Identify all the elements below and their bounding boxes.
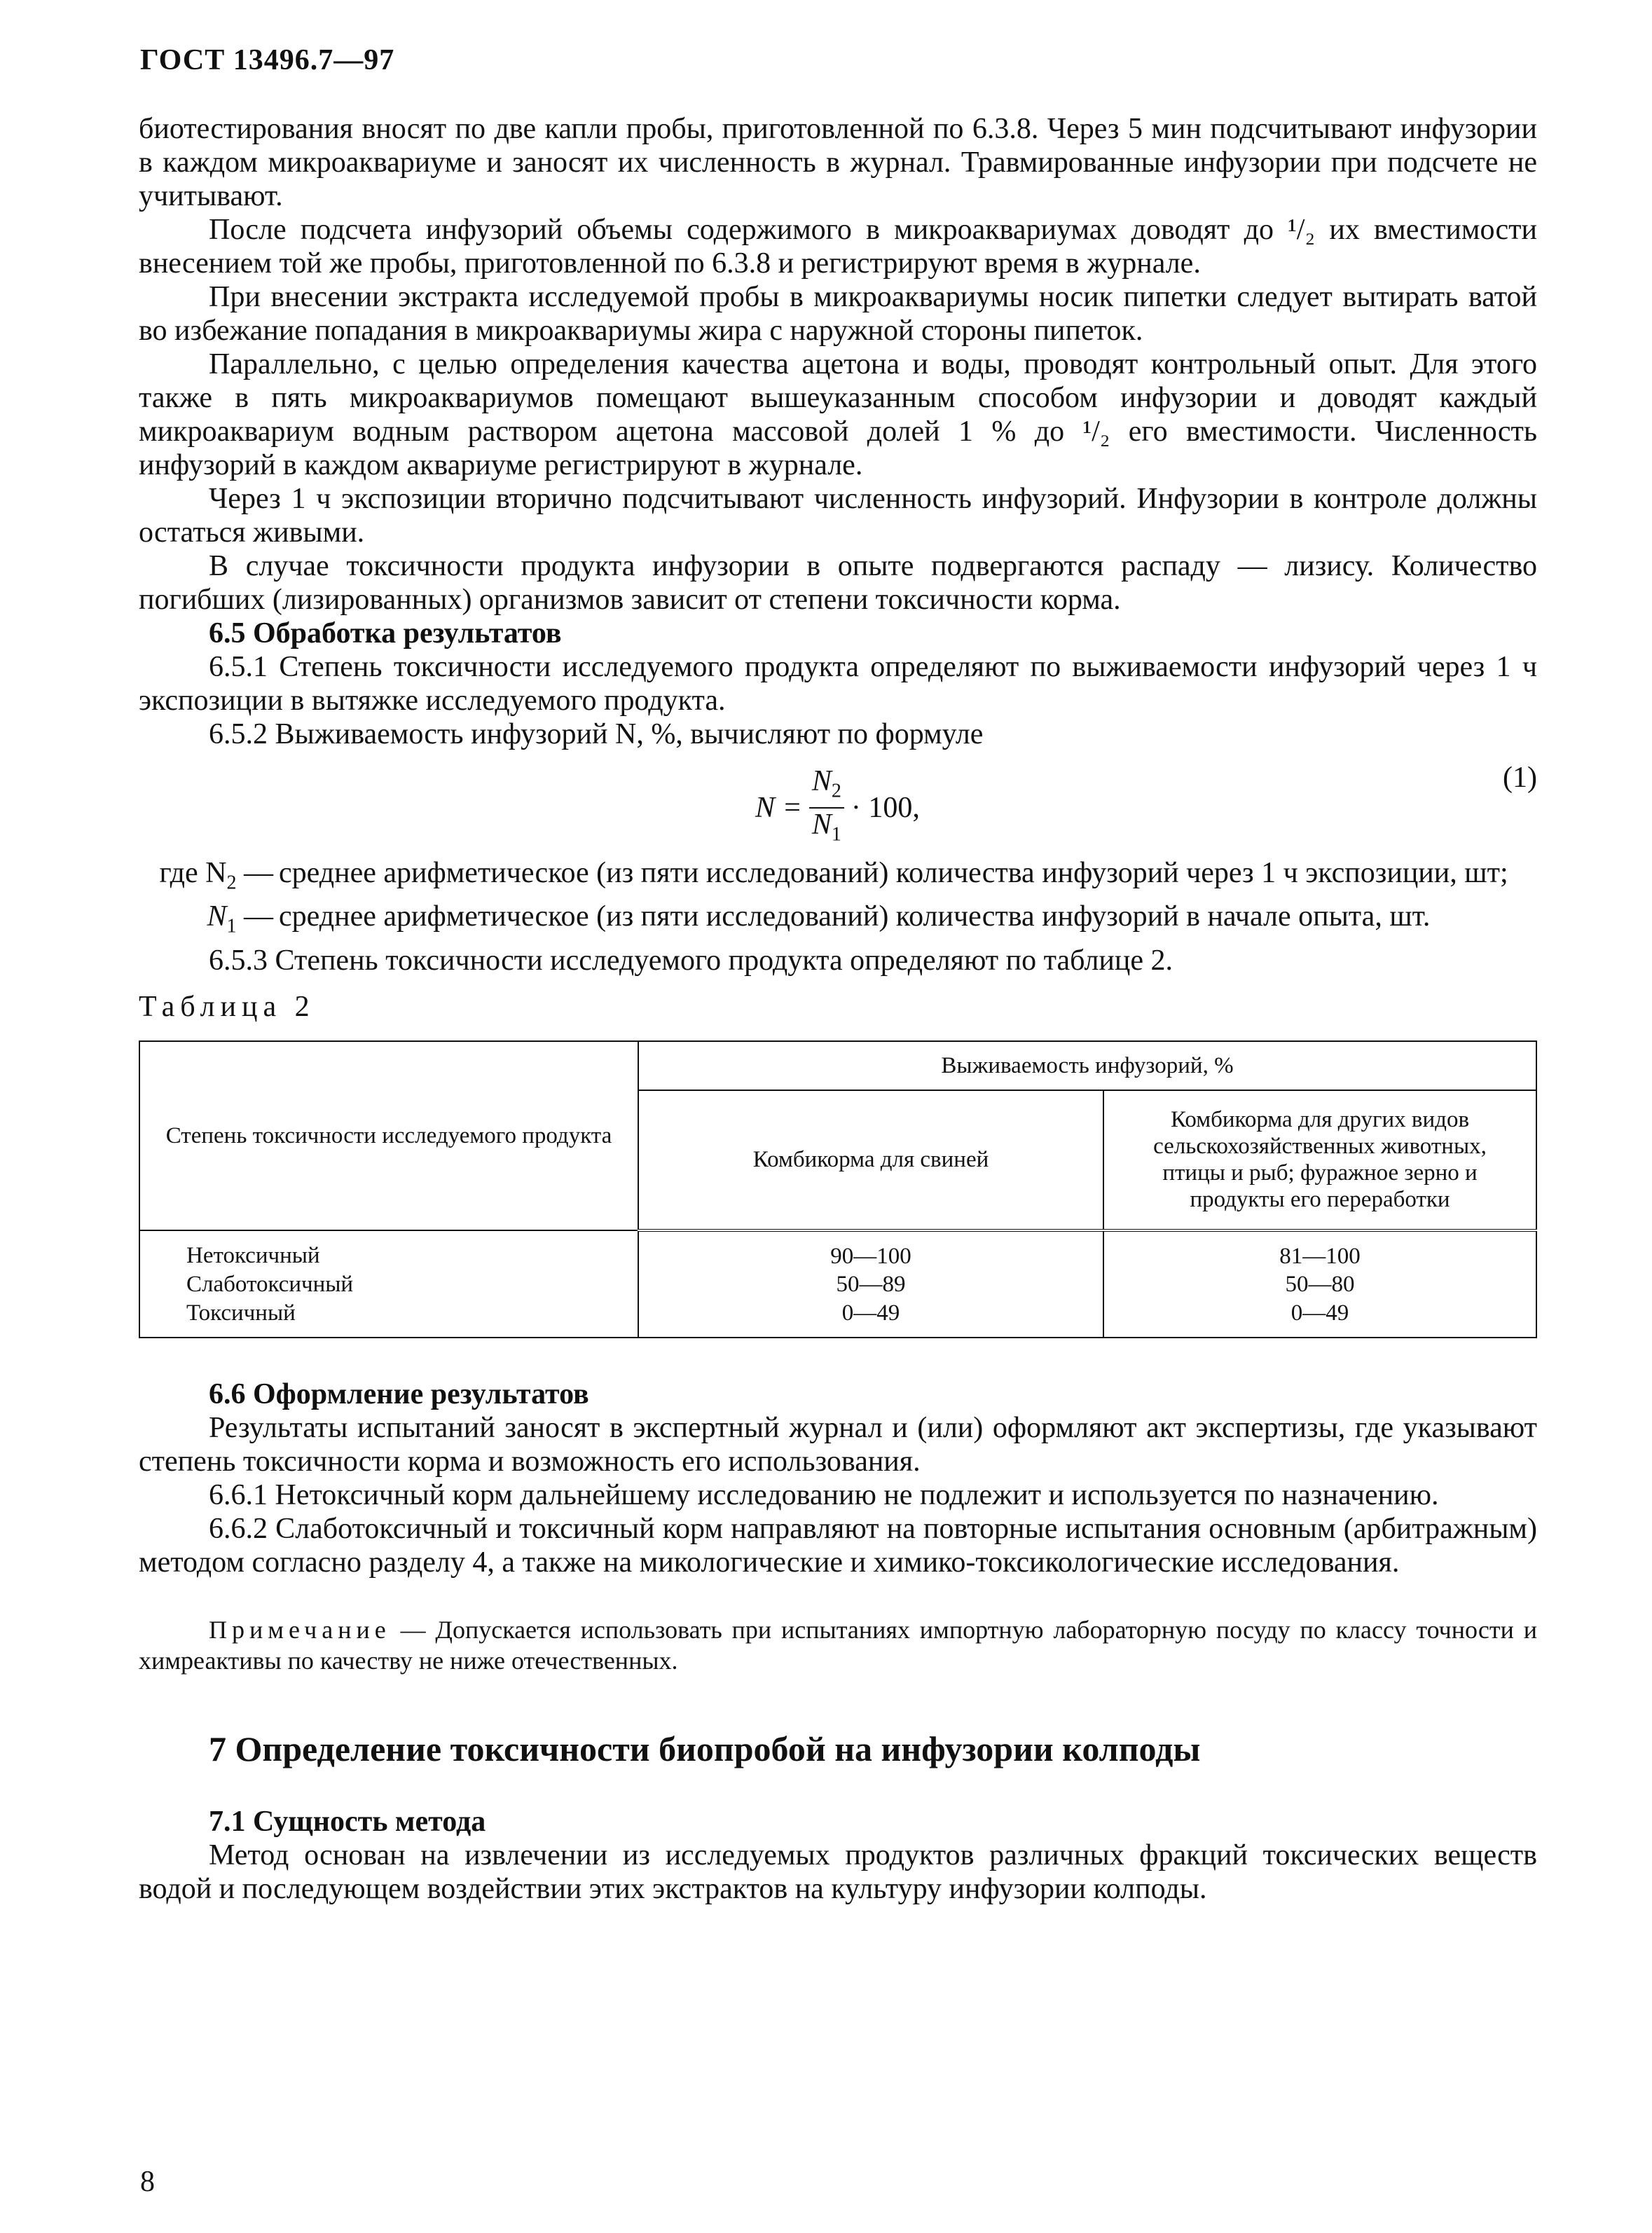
formula-denominator-sub: 1 — [831, 823, 841, 846]
paragraph-6-5-3: 6.5.3 Степень токсичности исследуемого продукта определяют по таблице 2. — [209, 944, 1173, 977]
table-header-degree: Степень токсичности исследуемого продукта — [139, 1041, 638, 1230]
section-heading-6-6: 6.6 Оформление результатов — [209, 1377, 589, 1410]
paragraph-7-1: Метод основан на извлечении из исследуемых продуктов различных фракций токсических веществ водой и последующем воздействии этих экстрактов на культуру инфузории колподы. — [139, 1839, 1537, 1905]
paragraph-6-6-2: 6.6.2 Слаботоксичный и токсичный корм направляют на повторные испытания основным (арбитражным) методом согласно разделу 4, а также на микологические и химико-токсикологические исследования. — [139, 1512, 1537, 1579]
table-caption: Таблица 2 — [139, 990, 315, 1023]
formula-denominator: N — [811, 809, 832, 841]
document-header: ГОСТ 13496.7—97 — [140, 44, 395, 76]
paragraph-6-5-1: 6.5.1 Степень токсичности исследуемого продукта определяют по выживаемости инфузорий через 1 ч экспозиции в вытяжке исследуемого продукта. — [139, 651, 1537, 717]
paragraph: В случае токсичности продукта инфузории в опыте подвергаются распаду — лизису. Количество погибших (лизированных) организмов зависит от степени токсичности корма. — [139, 550, 1537, 616]
formula-lhs: N = — [755, 792, 802, 825]
note-label: Примечание — [209, 1615, 391, 1644]
paragraph: Через 1 ч экспозиции вторично подсчитывают численность инфузорий. Инфузории в контроле должны остаться живыми. — [139, 483, 1537, 549]
page-number: 8 — [140, 2166, 155, 2198]
paragraph: При внесении экстракта исследуемой пробы в микроаквариумы носик пипетки следует вытирать ватой во избежание попадания в микроаквариумы жира с наружной стороны пипеток. — [139, 281, 1537, 347]
paragraph-6-6-1: 6.6.1 Нетоксичный корм дальнейшему исследованию не подлежит и используется по назначению. — [209, 1478, 1439, 1511]
legend-dash: — — [236, 857, 273, 889]
paragraph-6-5-2: 6.5.2 Выживаемость инфузорий N, %, вычисляют по формуле — [209, 718, 984, 750]
legend-text-n1: среднее арифметическое (из пяти исследований) количества инфузорий в начале опыта, шт. — [279, 900, 1431, 933]
paragraph: биотестирования вносят по две капли пробы, приготовленной по 6.3.8. Через 5 мин подсчитывают инфузории в каждом микроаквариуме и заносят их численность в журнал. Травмированные инфузории при подсчете не учитывают. — [139, 113, 1537, 212]
formula-numerator: N — [811, 765, 832, 797]
note-text: — Допускается использовать при испытаниях импортную лабораторную посуду по классу точности и химреактивы по качеству не ниже отечественных. — [139, 1615, 1537, 1675]
table-cell-others: 0—49 — [1103, 1298, 1536, 1338]
formula-number: (1) — [1503, 762, 1537, 794]
section-heading-6-5: 6.5 Обработка результатов — [209, 617, 562, 650]
table-row — [139, 1270, 1536, 1298]
table-header-pigs: Комбикорма для свиней — [638, 1090, 1103, 1230]
note — [139, 1614, 1537, 1676]
table-row — [139, 1298, 1536, 1338]
legend-label-n2-sub: 2 — [226, 872, 237, 894]
section-heading-7-1: 7.1 Сущность метода — [209, 1805, 486, 1838]
legend-label-n2: где N — [159, 857, 227, 889]
table-row — [139, 1230, 1536, 1270]
legend-label-n1-sub: 1 — [226, 915, 237, 937]
table-cell-pigs: 0—49 — [638, 1298, 1103, 1338]
table-cell-pigs: 50—89 — [638, 1270, 1103, 1298]
legend-dash: — — [236, 900, 273, 933]
legend-label-n1: N — [207, 900, 227, 933]
table-cell-degree: Слаботоксичный — [139, 1270, 638, 1298]
paragraph-6-6: Результаты испытаний заносят в экспертный журнал и (или) оформляют акт экспертизы, где указывают степень токсичности корма и возможность его использования. — [139, 1411, 1537, 1478]
table-cell-degree: Токсичный — [139, 1298, 638, 1338]
formula-legend — [139, 856, 1537, 944]
table-header-others: Комбикорма для других видов сельскохозяйственных животных, птицы и рыб; фуражное зерно и продукты его переработки — [1103, 1090, 1536, 1230]
table-cell-others: 50—80 — [1103, 1270, 1536, 1298]
paragraph: После подсчета инфузорий объемы содержимого в микроаквариумах доводят до ¹/₂ их вместимости внесением той же пробы, приготовленной по 6.3.8 и регистрируют время в журнале. — [139, 214, 1537, 280]
table-cell-others: 81—100 — [1103, 1230, 1536, 1270]
formula-fraction — [809, 765, 844, 851]
legend-text-n2: среднее арифметическое (из пяти исследований) количества инфузорий через 1 ч экспозиции, шт; — [279, 857, 1508, 889]
section-heading-7: 7 Определение токсичности биопробой на инфузории колподы — [209, 1729, 1201, 1768]
table-2 — [139, 1040, 1537, 1338]
document-body — [139, 112, 1537, 1906]
formula-1 — [139, 751, 1537, 856]
formula-numerator-sub: 2 — [831, 780, 841, 802]
table-cell-pigs: 90—100 — [638, 1230, 1103, 1270]
table-header-survival: Выживаемость инфузорий, % — [638, 1041, 1536, 1090]
table-cell-degree: Нетоксичный — [139, 1230, 638, 1270]
paragraph: Параллельно, с целью определения качества ацетона и воды, проводят контрольный опыт. Для этого также в пять микроаквариумов помещают вышеуказанным способом инфузории и доводят каждый микроаквариум водным раствором ацетона массовой долей 1 % до ¹/₂ его вместимости. Численность инфузорий в каждом аквариуме регистрируют в журнале. — [139, 348, 1537, 481]
formula-rhs: · 100, — [851, 792, 920, 825]
